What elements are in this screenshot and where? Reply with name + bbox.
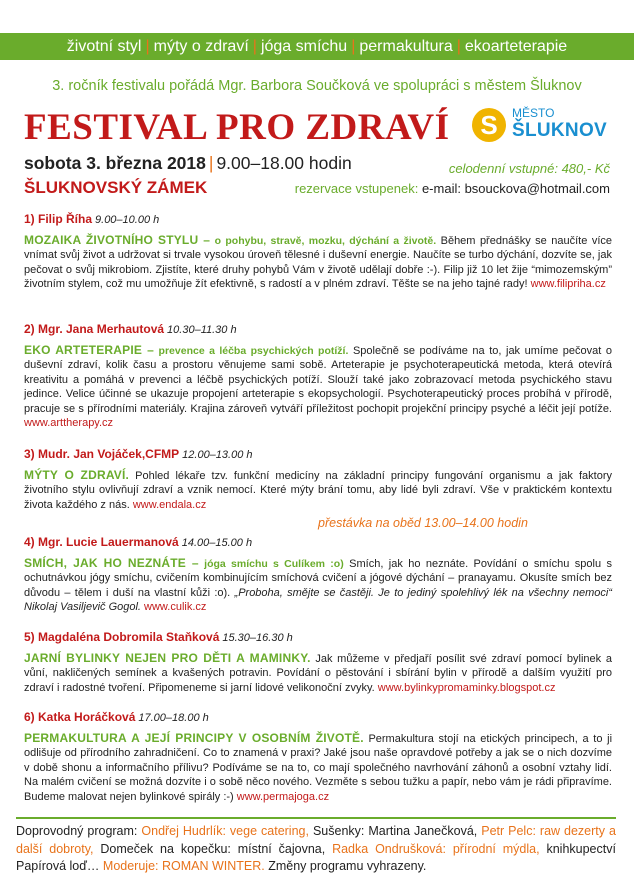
topic-lifestyle: životní styl xyxy=(66,38,142,55)
lecture-heading xyxy=(24,630,612,646)
date-line xyxy=(24,153,352,174)
lecture-text: Smích, jak ho neznáte. Povídání o smíchu spolu s ochutnávkou jógy smíchu, cvičením kombinujícím smíchová cvičení a jógové dýchání – pranayamu. Okusíte smích bez důvodu – tělem i duší na vlastní kůži :o). xyxy=(24,557,612,599)
lecture-body xyxy=(24,651,612,696)
entry-fee: celodenní vstupné: 480,- Kč xyxy=(448,161,610,176)
lecture-4 xyxy=(24,535,612,615)
lecture-link[interactable]: www.filipriha.cz xyxy=(530,278,606,290)
reservation-label: rezervace vstupenek: xyxy=(294,181,419,196)
lecturer-name: 5) Magdaléna Dobromila Staňková xyxy=(24,630,220,644)
lecture-quote: „Proboha, smějte se častěji. Je to jediný spolehlivý lék na všechny nemoci“ Nikolaj Vasiljevič Gogol. xyxy=(24,586,612,613)
changes-note: Změny programu vyhrazeny. xyxy=(268,859,427,873)
festival-title: FESTIVAL PRO ZDRAVÍ xyxy=(24,107,450,148)
lecturer-name: 3) Mudr. Jan Vojáček,CFMP xyxy=(24,447,180,461)
topic-separator: | xyxy=(351,38,356,55)
lunch-break: přestávka na oběd 13.00–14.00 hodin xyxy=(318,516,528,530)
lecturer-name: 6) Katka Horáčková xyxy=(24,710,136,724)
lecture-heading xyxy=(24,322,612,338)
lecture-2 xyxy=(24,322,612,431)
festival-subtitle: 3. ročník festivalu pořádá Mgr. Barbora Součková ve spolupráci s městem Šluknov xyxy=(52,78,582,94)
lecturer-name: 4) Mgr. Lucie Lauermanová xyxy=(24,535,179,549)
lecture-subtitle: o pohybu, stravě, mozku, dýchání a životě. xyxy=(214,234,437,247)
lecture-link[interactable]: www.endala.cz xyxy=(132,498,207,511)
lecture-link[interactable]: www.arttherapy.cz xyxy=(24,417,114,429)
tea-room-item: Domeček na kopečku: místní čajovna, xyxy=(100,841,326,856)
festival-venue: ŠLUKNOVSKÝ ZÁMEK xyxy=(24,178,208,197)
lecture-text: Společně se podíváme na to, jak umíme pečovat o duševní zdraví, kolik času a prostoru věnujeme sami sobě. Arteterapie je psychoterapeutická metoda, která otevírá kreativitu a pomáhá v prevenci a léčbě psychických potíží. Slouží také jako zobrazovací metoda psychického stavu jedince. Velice účinné se ukazuje propojení arteterapie s ekopsychologií. Psychoterapeutický proces probíhá v přírodě, pracuje se s přírodními materiály. Krajina zároveň vytváří příležitost pochopit projekční principy psyché a léčit její potíže. xyxy=(24,344,612,415)
city-logo-name: ŠLUKNOV xyxy=(512,120,607,141)
lecture-title: MOZAIKA ŽIVOTNÍHO STYLU – xyxy=(24,232,211,247)
lecture-heading xyxy=(24,212,612,228)
lecture-link[interactable]: www.culik.cz xyxy=(144,601,207,613)
lecture-1 xyxy=(24,212,612,292)
moderator-item: Moderuje: ROMAN WINTER. xyxy=(102,859,265,873)
date-separator: | xyxy=(208,153,214,173)
lecture-subtitle: jóga smíchu s Culíkem :o) xyxy=(204,557,344,570)
lecturer-name: 2) Mgr. Jana Merhautová xyxy=(24,322,165,336)
lecture-text: Permakultura stojí na etických principech, a to ji odlišuje od přírodního zahradničení. Co to znamená v praxi? Jaké jsou naše opravdové potřeby a jak se o nich dozvíme v době shonu a informačního přílivu? Podíváme se na to, co mají společného navrhování záhonů a osobní vztahy lidí. Na malém cvičení se možná dozvíte i o sobě něco nového. Vezměte s sebou tužku a papír, nebo vám je rádi připravíme. Budeme malovat nejen bylinkové spirály :-) xyxy=(24,732,613,803)
topic-laughter-yoga: jóga smíchu xyxy=(260,38,348,55)
lecture-body xyxy=(24,233,612,292)
topic-separator: | xyxy=(145,38,150,55)
topic-bar xyxy=(0,33,634,60)
topic-separator: | xyxy=(252,38,257,55)
lecture-3 xyxy=(24,447,612,512)
lecture-link[interactable]: www.permajoga.cz xyxy=(236,790,330,803)
soaps-item: Radka Ondrušková: přírodní mýdla, xyxy=(332,841,540,856)
raw-desserts-item: Petr Pelc: raw dezerty a další dobroty, xyxy=(16,824,616,856)
lecture-time: 14.00–15.00 h xyxy=(181,537,253,549)
lecture-time: 9.00–10.00 h xyxy=(95,214,160,226)
lecture-title: MÝTY O ZDRAVÍ. xyxy=(24,467,130,482)
lecture-5 xyxy=(24,630,612,695)
accompanying-program xyxy=(16,817,616,876)
lecturer-name: 1) Filip Říha xyxy=(24,212,93,226)
topic-separator: | xyxy=(456,38,461,55)
lecture-6 xyxy=(24,710,612,804)
lecture-title: JARNÍ BYLINKY NEJEN PRO DĚTI A MAMINKY. xyxy=(24,650,311,665)
sweets-item: Sušenky: Martina Janečková, xyxy=(312,824,478,838)
lecture-heading xyxy=(24,535,612,551)
lecture-text: Během přednášky se naučíte více vnímat svůj život a udržovat si trvale vysokou úroveň tělesné i duševní energie. Naučíte se turbo dýchání, dozvíte se, jak pečovat o svůj mikrobiom. Zjistíte, které druhy pohybů Vám v životě udělají dobře :-). Filip již 10 let žije “mimozemským” životním stylem, což mu umožňuje žít efektivně, s radostí a v plném zdraví. Těšte se na jeho tajné rady! xyxy=(24,234,612,290)
lecture-title: EKO ARTETERAPIE – xyxy=(24,342,154,357)
festival-date: sobota 3. března 2018 xyxy=(24,153,206,173)
lecture-body xyxy=(24,468,612,513)
city-logo-mesto: MĚSTO xyxy=(512,106,555,120)
lecture-title: SMÍCH, JAK HO NEZNÁTE – xyxy=(24,555,199,570)
accompanying-label: Doprovodný program: xyxy=(16,824,138,838)
lecture-body xyxy=(24,556,612,615)
lecture-time: 15.30–16.30 h xyxy=(222,632,293,644)
lecture-time: 17.00–18.00 h xyxy=(138,712,209,724)
topic-ecoart: ekoarteterapie xyxy=(464,38,568,55)
festival-time: 9.00–18.00 hodin xyxy=(216,153,352,173)
lecture-text: Jak můžeme v předjaří posílit své zdraví pomocí bylinek a vůní, nakličených semínek a kvašených potravin. Povídání o pěstování i sbírání bylin v přírodě a dalším využití pro zdraví i radostné tvoření. Připomeneme si jarní lidové velikonoční zvyky. xyxy=(24,652,612,694)
lecture-heading xyxy=(24,710,612,726)
city-logo xyxy=(472,106,612,146)
lecture-time: 12.00–13.00 h xyxy=(182,449,253,461)
lecture-link[interactable]: www.bylinkypromaminky.blogspot.cz xyxy=(377,681,556,694)
catering-item: Ondřej Hudrlík: vege catering, xyxy=(141,824,309,838)
topic-permaculture: permakultura xyxy=(359,38,453,55)
lecture-body xyxy=(24,343,612,431)
reservation-email[interactable]: e-mail: bsouckova@hotmail.com xyxy=(421,181,610,196)
city-logo-icon: S xyxy=(472,108,506,142)
reservation-line xyxy=(295,181,610,196)
lecture-heading xyxy=(24,447,612,463)
lecture-body xyxy=(24,731,612,805)
lecture-title: PERMAKULTURA A JEJÍ PRINCIPY V OSOBNÍM ŽIVOTĚ. xyxy=(24,730,364,745)
lecture-subtitle: prevence a léčba psychických potíží. xyxy=(158,344,349,357)
lecture-time: 10.30–11.30 h xyxy=(167,324,237,336)
lecture-text: Pohled lékaře tzv. funkční medicíny na základní principy fungování organismu a jak faktory životního stylu ovlivňují zdraví a vznik nemocí. Které mýty brání tomu, aby lidé byli zdraví. Vše v praktickém kontextu života každého z nás. xyxy=(24,469,613,511)
bookshop-item: knihkupectví Papírová loď… xyxy=(16,841,616,873)
topic-myths: mýty o zdraví xyxy=(153,38,249,55)
